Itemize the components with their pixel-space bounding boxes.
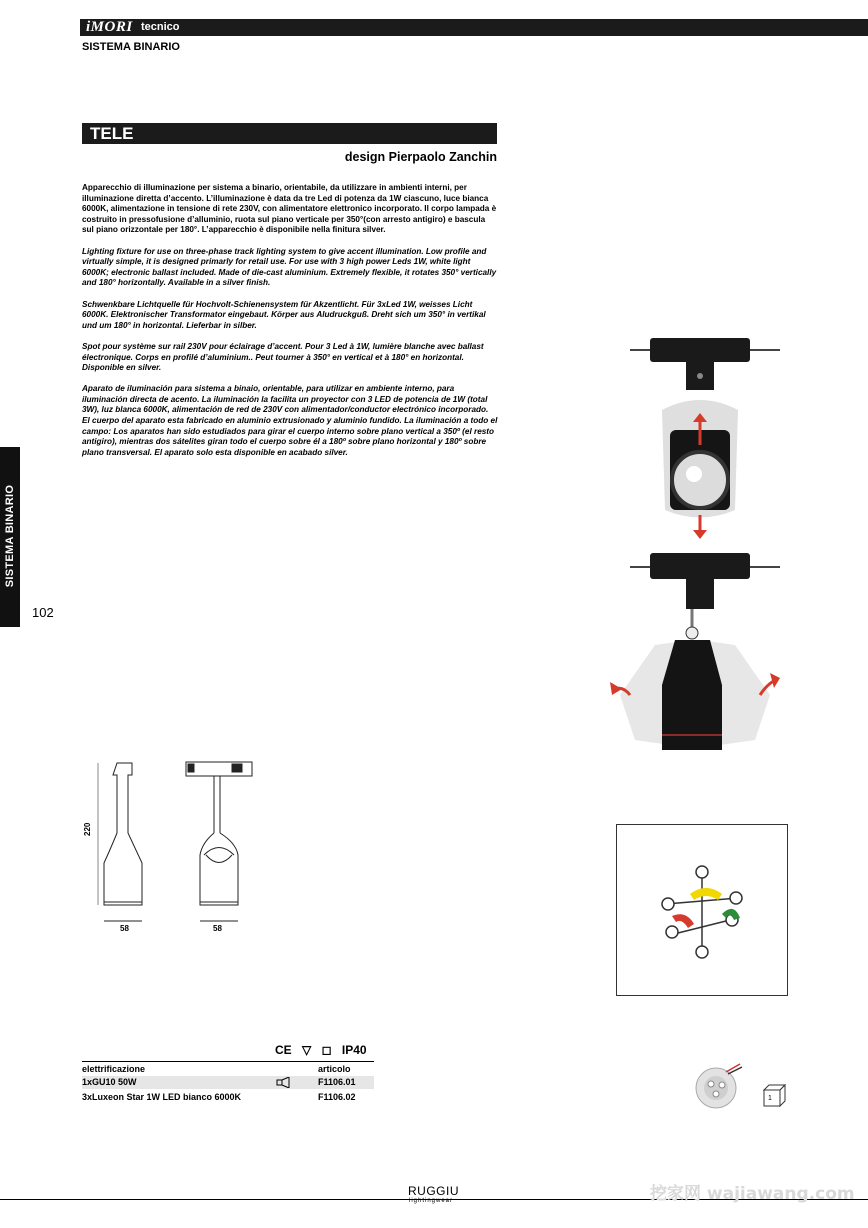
table-row-2-electrification: 3xLuxeon Star 1W LED bianco 6000K [82,1092,242,1102]
table-row-1-electrification: 1xGU10 50W [82,1077,137,1087]
lamp-type-icon [276,1077,292,1088]
description-block [82,183,498,469]
package-quantity: 1 [768,1095,772,1102]
rotation-diagram [616,824,788,996]
product-title: TELE [90,124,134,143]
watermark: 挖家网 wajiawang.com [650,1184,855,1204]
description-french: Spot pour système sur rail 230V pour éclairage d’accent. Pour 3 Led à 1W, lumière blanche avec ballast électronique. Corps en profilé d’aluminium.. Peut tourner à 350° en vertical et à 180° en horizontal. Disponible en silver. [82,341,484,373]
package-box-icon [762,1083,786,1107]
product-title-bar [82,123,497,144]
description-italian: Apparecchio di illuminazione per sistema a binario, orientabile, da utilizzare in ambienti interni, per illuminazione diretta d’accento. L’illuminazione è data da tre Led di potenza da 1W ciascuno, luce bianca 6000K, alimentazione in tensione di rete 230V, con alimentatore elettronico incorporato. Il corpo lampada è costruito in pressofusione d’alluminio, ruota sul piano verticale per 350°(con arresto antigiro) e bascula sul piano orizzontale per 180°. L’apparecchio è disponibile nella finitura silver. [82,183,497,235]
technical-drawing [80,755,260,940]
table-header-article: articolo [318,1064,351,1074]
page-subtitle: SISTEMA BINARIO [82,41,180,53]
table-header-electrification: elettrificazione [82,1064,146,1074]
brand-logo: iMORI [86,19,133,35]
description-spanish: Aparato de iluminación para sistema a binaio, orientable, para utilizar en ambiente interno, para iluminación directa de acento. La iluminación la facilita un proyector con 3 LED de potencia de 1W (total 3W), luz blanca 6000K, alimentación de red de 230V con alimentador/conductor electrónico incorporado. El cuerpo del aparato esta fabricado en aluminio extrusionado y aluminio fundido. La iluminación a todo el campo: Los aparatos han sido estudiados para girar el cuerpo interno sobre plano vertical a 350º (el resto antigiro), mientras dos sátelites giran todo el cuerpo sobre él a 180º sobre plano horizontal y 180º sobre plano transversal. El aparato solo esta disponible en acabado silver. [82,384,498,457]
table-row-1-article: F1106.01 [318,1077,356,1087]
footer-tagline: lightingwear [409,1198,454,1204]
led-module-image [692,1062,744,1110]
ip-rating: IP40 [341,1043,367,1057]
product-photo-horizontal-rotation [600,545,790,760]
page-number: 102 [32,605,54,620]
side-tab-label: SISTEMA BINARIO [4,484,16,588]
footer-logo: RUGGIU [408,1184,459,1198]
table-rule [82,1061,374,1062]
dimension-width-front: 58 [213,924,222,933]
header-bar [80,19,868,36]
product-photo-vertical-rotation [600,330,790,550]
triangle-mark-icon: ▽ [302,1043,312,1057]
class-mark-icon: ◻ [321,1043,332,1057]
description-english: Lighting fixture for use on three-phase track lighting system to give accent illumination. Low profile and virtually simple, it is designed primarly for retail use. For use with 3 high power Leds 1W, white light 6000K; electronic ballast included. Made of die-cast aluminium. Extremely flexible, it rotates 350° vertically and 180° horizontally. Available in a silver finish. [82,246,497,288]
designer-credit: design Pierpaolo Zanchin [344,150,497,164]
description-german: Schwenkbare Lichtquelle für Hochvolt-Schienensystem für Akzentlicht. Für 3xLed 1W, weisses Licht 6000K. Elektronischer Transformator eingebaut. Körper aus Aludruckguß. Dreht sich um 350° in vertikal und um 180° in horizontal. Lieferbar in silber. [82,299,486,330]
certification-marks [275,1042,374,1058]
ce-mark-icon: CE [275,1043,292,1057]
dimension-height: 220 [83,822,92,836]
section-label: tecnico [141,21,180,33]
dimension-width-side: 58 [120,924,129,933]
table-row-2-article: F1106.02 [318,1092,356,1102]
